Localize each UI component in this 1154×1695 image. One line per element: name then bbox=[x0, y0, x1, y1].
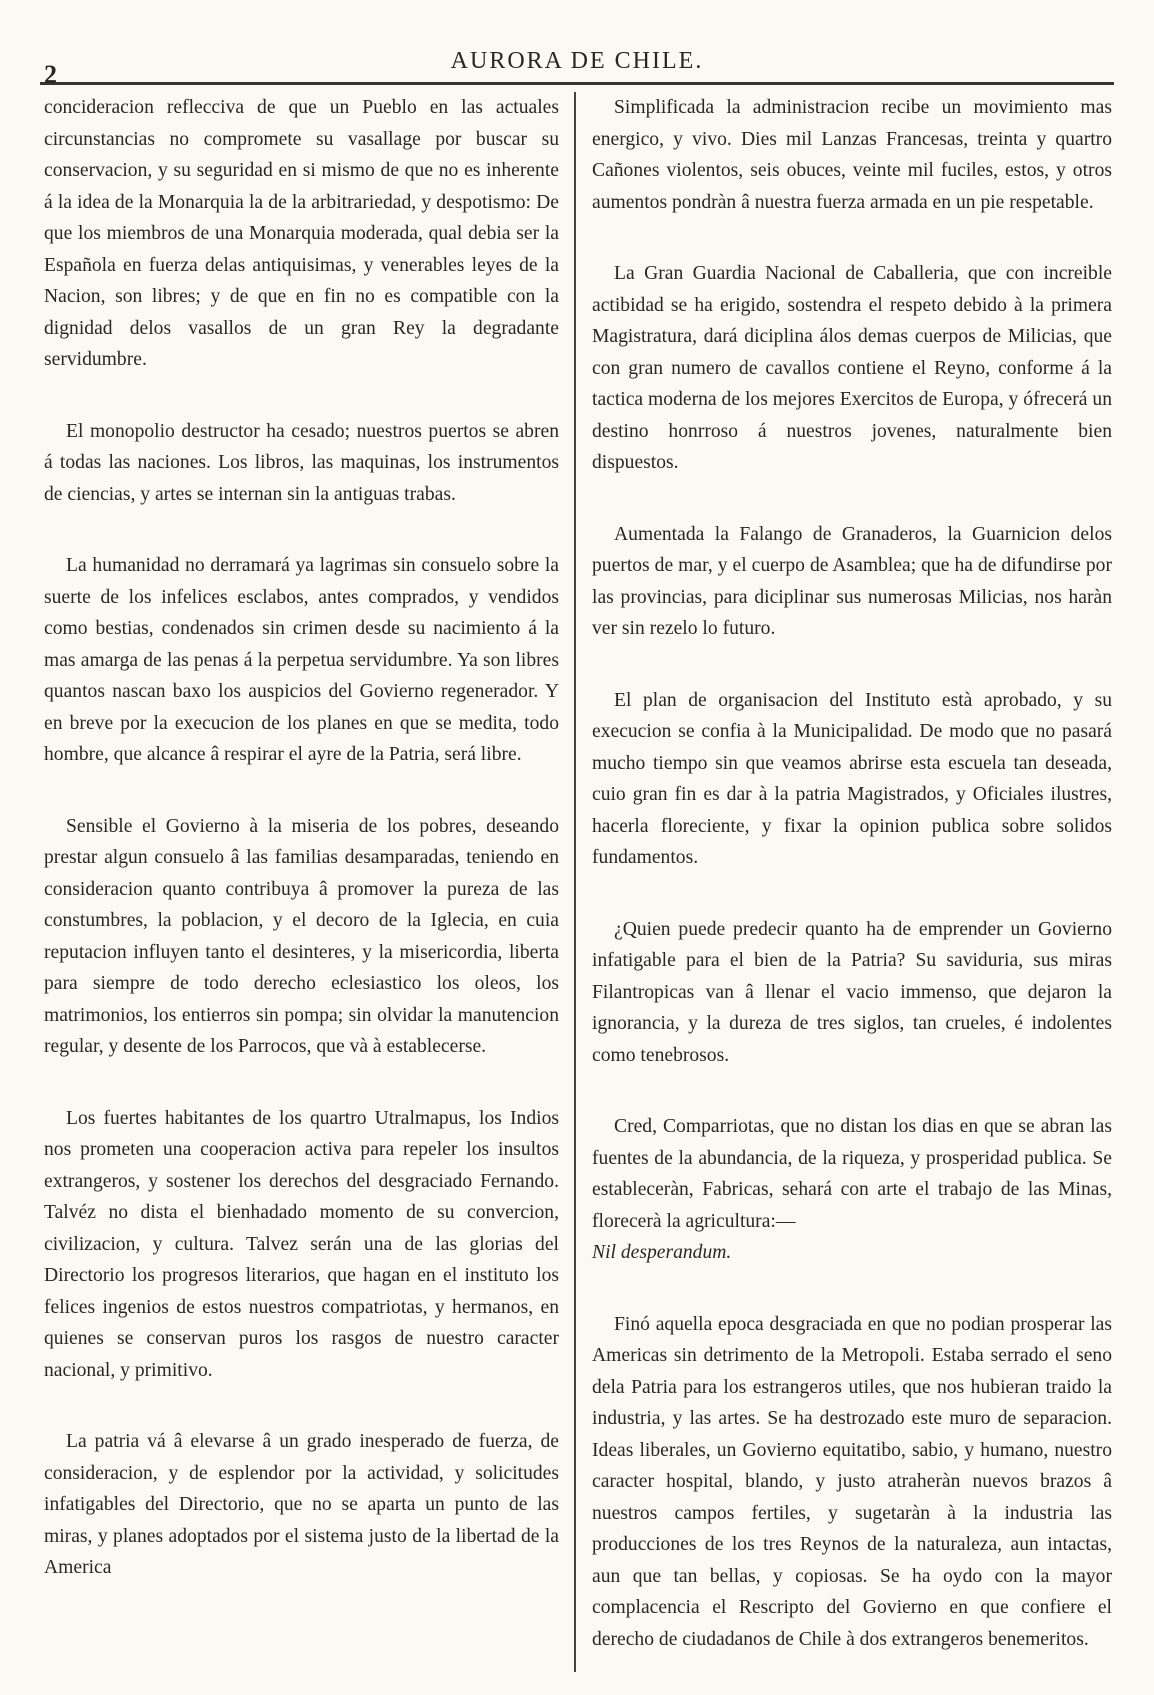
paragraph: La Gran Guardia Nacional de Caballeria, que con increible actibidad se ha erigido, sostendra el respeto debido à la primera Magistratura, dará diciplina álos demas cuerpos de Milicias, que con gran numero de cavallos contiene el Reyno, conforme á la tactica moderna de los mejores Exercitos de Europa, y ófrecerá un destino honrroso á nuestros jovenes, naturalmente bien dispuestos. bbox=[592, 263, 1112, 473]
paragraph: ¿Quien puede predecir quanto ha de emprender un Govierno infatigable para el bien de la Patria? Su saviduria, sus miras Filantropicas van â llenar el vacio immenso, que dejaron la ignorancia, y la dureza de tres siglos, tan crueles, é indolentes como tenebrosos. bbox=[592, 918, 1112, 1066]
right-column bbox=[592, 92, 1112, 1695]
paragraph: Aumentada la Falango de Granaderos, la Guarnicion delos puertos de mar, y el cuerpo de Asamblea; que ha de difundirse por las provincias, para diciplinar sus numerosas Milicias, nos haràn ver sin rezelo lo futuro. bbox=[592, 523, 1112, 639]
paragraph: Finó aquella epoca desgraciada en que no podian prosperar las Americas sin detrimento de la Metropoli. Estaba serrado el seno dela Patria para los estrangeros utiles, que nos hubieran traido la industria, y las artes. Se ha destrozado este muro de separacion. Ideas liberales, un Govierno equitatibo, sabio, y humano, nuestro caracter hospital, blando, y justo atraheràn nuevos brazos â nuestros campos fertiles, y sugetaràn à la industria las producciones de los tres Reynos de la naturaleza, aun intactas, aun que tan bellas, y copiosas. Se ha oydo con la mayor complacencia el Rescripto del Govierno en que confiere el derecho de ciudadanos de Chile à dos extrangeros benemeritos. bbox=[592, 1313, 1112, 1650]
page-header bbox=[40, 42, 1114, 89]
paragraph: Cred, Comparriotas, que no distan los dias en que se abran las fuentes de la abundancia, de la riqueza, y prosperidad publica. Se estableceràn, Fabricas, sehará con arte el trabajo de las Minas, florecerà la agricultura:— bbox=[592, 1116, 1112, 1232]
paragraph: El plan de organisacion del Instituto està aprobado, y su execucion se confia à la Municipalidad. De modo que no pasará mucho tiempo sin que veamos abrirse esta escuela tan deseada, cuio gran fin es dar à la patria Magistrados, y Oficiales ilustres, hacerla floreciente, y fixar la opinion publica sobre solidos fundamentos. bbox=[592, 689, 1112, 868]
paragraph: La patria vá â elevarse â un grado inesperado de fuerza, de consideracion, y de esplendor por la actividad, y solicitudes infatigables del Directorio, que no se aparta un punto de las miras, y planes adoptados por el sistema justo de la libertad de la America bbox=[44, 1431, 559, 1578]
page-number: 2 bbox=[44, 60, 57, 89]
paragraph: Sensible el Govierno à la miseria de los pobres, deseando prestar algun consuelo â las familias desamparadas, teniendo en consideracion quanto contribuya â promover la pureza de las constumbres, la poblacion, y el decoro de la Iglecia, en cuia reputacion influyen tanto el desinteres, y la misericordia, liberta para siempre de todo derecho eclesiastico los oleos, los matrimonios, los entierros sin pompa; sin olvidar la manutencion regular, y desente de los Parrocos, que và à establecerse. bbox=[44, 815, 559, 1057]
paragraph: El monopolio destructor ha cesado; nuestros puertos se abren á todas las naciones. Los libros, las maquinas, los instrumentos de ciencias, y artes se internan sin la antiguas trabas. bbox=[44, 420, 559, 505]
motto: Nil desperandum. bbox=[592, 1242, 732, 1263]
paragraph: Los fuertes habitantes de los quartro Utralmapus, los Indios nos prometen una cooperacion activa para repeler los insultos extrangeros, y sostener los derechos del desgraciado Fernando. Talvéz no dista el bienhadado momento de su convercion, civilizacion, y cultura. Talvez serán una de las glorias del Directorio los progresos literarios, que hagan en el instituto los felices ingenios de estos nuestros compatriotas, y hermanos, en quienes se conservan puros los rasgos de nuestro caracter nacional, y primitivo. bbox=[44, 1107, 559, 1381]
paragraph: concideracion reflecciva de que un Pueblo en las actuales circunstancias no compromete su vasallage por buscar su conservacion, y su seguridad en si mismo de que no es inherente á la idea de la Monarquia la de la arbitrariedad, y despotismo: De que los miembros de una Monarquia moderada, qual debia ser la Española en fuerza delas antiquisimas, y venerables leyes de la Nacion, son libres; y de que en fin no es compatible con la dignidad delos vasallos de un gran Rey la degradante servidumbre. bbox=[44, 97, 559, 370]
paragraph: Simplificada la administracion recibe un movimiento mas energico, y vivo. Dies mil Lanzas Francesas, treinta y quartro Cañones violentos, seis obuces, veinte mil fuciles, estos, y otros aumentos pondràn â nuestra fuerza armada en un pie respetable. bbox=[592, 97, 1112, 213]
column-divider bbox=[574, 92, 576, 1672]
left-column bbox=[44, 92, 559, 1624]
paragraph: La humanidad no derramará ya lagrimas sin consuelo sobre la suerte de los infelices esclabos, antes comprados, y vendidos como bestias, condenados sin crimen desde su nacimiento á la mas amarga de las penas á la perpetua servidumbre. Ya son libres quantos nascan baxo los auspicios del Govierno regenerador. Y en breve por la execucion de los planes en que se medita, todo hombre, que alcance â respirar el ayre de la Patria, será libre. bbox=[44, 555, 559, 765]
running-title: AURORA DE CHILE. bbox=[450, 48, 704, 74]
